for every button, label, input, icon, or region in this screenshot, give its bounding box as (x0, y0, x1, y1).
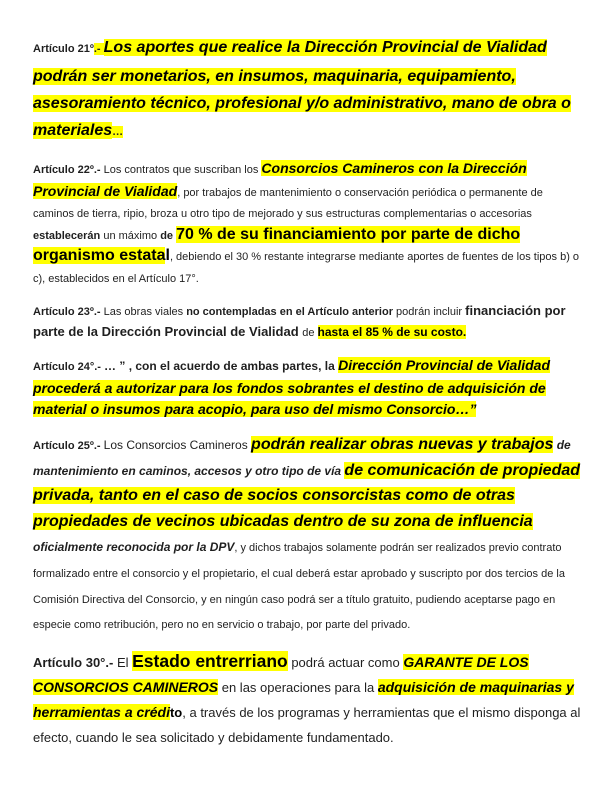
text-run: Estado entrerriano (132, 650, 288, 671)
text-run: hasta el 85 % de su costo. (317, 325, 467, 339)
text-run: Los Consorcios Camineros (103, 438, 252, 452)
text-run: l (165, 247, 170, 264)
text-run: 70 % de su financiamiento por parte de dicho organismo estata (33, 225, 521, 264)
text-run: en las operaciones para la (218, 679, 378, 695)
text-run: Artículo 30°.- (33, 654, 117, 670)
text-run: to (169, 704, 183, 720)
text-run: de (302, 327, 318, 339)
text-run: adquisición de maquinarias y herramientas a crédi (33, 678, 574, 720)
text-run: oficialmente reconocida por la DPV (33, 540, 235, 555)
text-run: Los aportes que realice la Dirección Provincial de Vialidad podrán ser monetarios, en insumos, maquinaria, equipamiento, asesoramiento técnico, profesional y/o administrativo, mano de obra o materiales (33, 39, 571, 139)
text-run: , por trabajos de mantenimiento o conservación periódica o permanente de caminos de tierra, ripio, broza u otro tipo de mejorado y sus estructuras complementarias o accesorias (33, 186, 543, 220)
articulo-21 (33, 34, 581, 146)
text-run: GARANTE DE LOS CONSORCIOS CAMINEROS (33, 653, 529, 695)
text-run: … (112, 126, 124, 138)
text-run: Las obras viales (103, 306, 187, 318)
document-body (33, 34, 581, 750)
text-run: , y dichos trabajos solamente podrán ser realizados previo contrato formalizado entre el consorcio y el propietario, el cual deberá estar aprobado y suscripto por dos tercios de la Comisión Directiva del Consorcio, y en ningún caso podrá ser a título gratuito, pudiendo aceptarse pago en especie como retribución, pero no en servicio o trabajo, por parte del privado. (33, 542, 565, 632)
text-run: no contempladas en el Artículo anterior (186, 306, 397, 318)
articulo-23 (33, 301, 581, 343)
text-run: de (160, 229, 177, 242)
text-run: Artículo 25º.- (33, 440, 104, 452)
articulo-25 (33, 432, 581, 637)
text-run: de comunicación de propiedad privada, tanto en el caso de socios consorcistas como de otras propiedades de vecinos ubicadas dentro de su zona de influencia (33, 461, 581, 530)
text-run: , debiendo el 30 % restante integrarse mediante aportes de fuentes de los tipos b) o c), establecidos en el Artículo 17°. (33, 251, 580, 285)
text-run: El (116, 654, 133, 670)
articulo-30 (33, 649, 581, 750)
text-run: Los contratos que suscriban los (103, 164, 262, 176)
text-run: Dirección Provincial de Vialidad procederá a autorizar para los fondos sobrantes el destino de adquisición de material o insumos para acopio, para uso del mismo Consorcio…” (33, 357, 551, 417)
text-run: Artículo 22º.- (33, 164, 104, 176)
text-run: podrá actuar como (287, 654, 404, 670)
articulo-22 (33, 158, 581, 289)
text-run: Artículo 24°.- (33, 361, 105, 373)
text-run: podrán realizar obras nuevas y trabajos (251, 436, 554, 453)
text-run: … ” , con el acuerdo de ambas partes, la (104, 359, 339, 373)
text-run: un máximo (100, 229, 161, 242)
text-run: .- (93, 43, 104, 55)
text-run: de mantenimiento en caminos, accesos y otro tipo de vía (33, 438, 571, 478)
text-run: Artículo 21º (33, 43, 94, 55)
text-run: Artículo 23º.- (33, 306, 104, 318)
text-run: , a través de los programas y herramientas que el mismo disponga al efecto, cuando le sea solicitado y debidamente fundamentado. (33, 704, 581, 745)
text-run: podrán incluir (396, 306, 466, 318)
text-run: establecerán (33, 229, 101, 242)
text-run: Consorcios Camineros con la Dirección Provincial de Vialidad (33, 160, 527, 199)
articulo-24 (33, 355, 581, 420)
text-run: financiación por parte de la Dirección Provincial de Vialidad (33, 303, 566, 339)
